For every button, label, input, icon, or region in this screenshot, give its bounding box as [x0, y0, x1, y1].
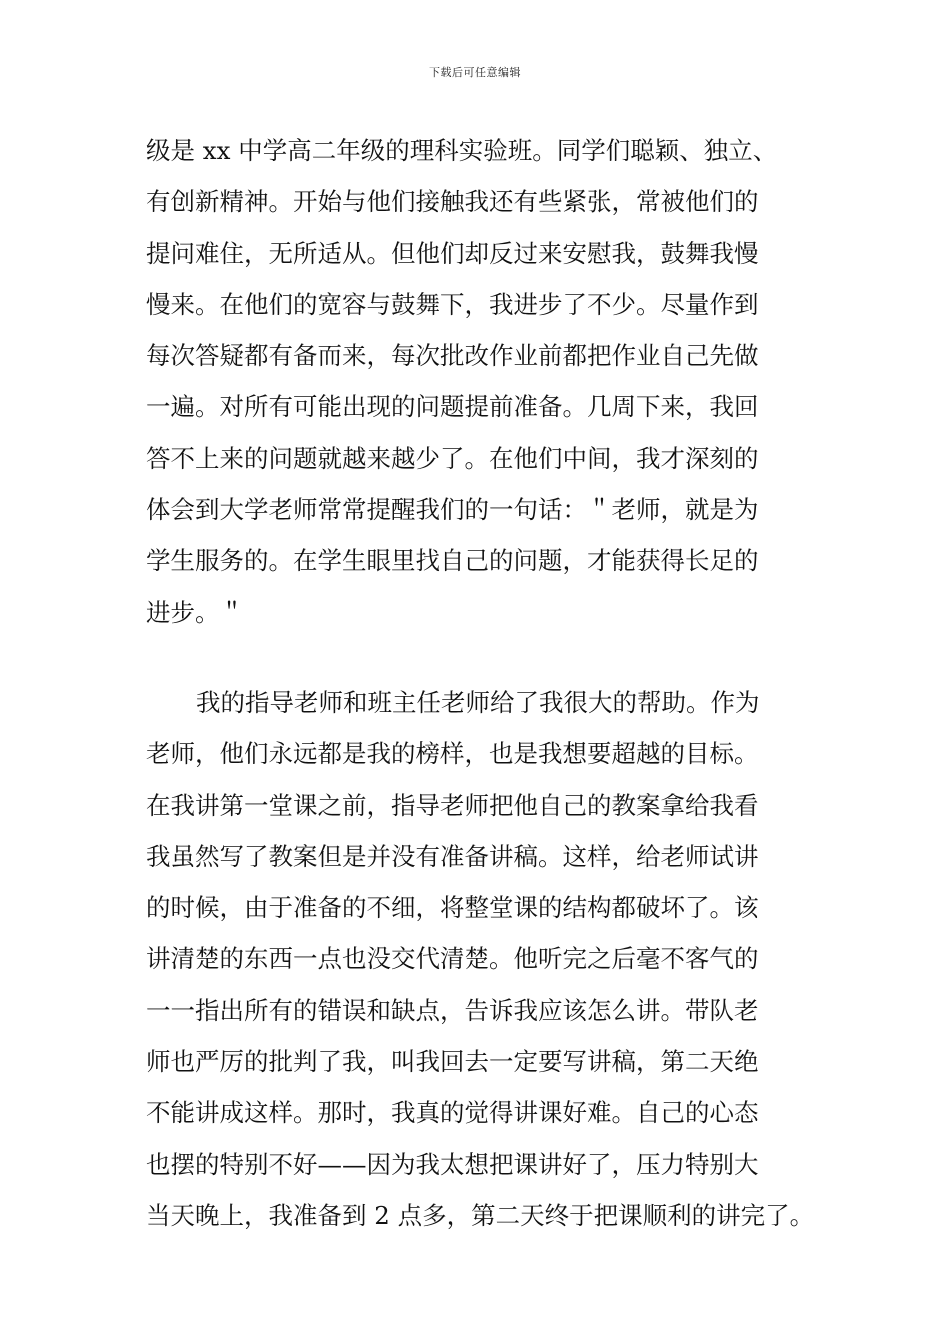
- text-line: 老师，他们永远都是我的榜样，也是我想要超越的目标。: [146, 739, 759, 769]
- text-line: 有创新精神。开始与他们接触我还有些紧张，常被他们的: [146, 187, 759, 217]
- text-line: 进步。＂: [146, 597, 244, 627]
- text-line: 我虽然写了教案但是并没有准备讲稿。这样，给老师试讲: [146, 841, 759, 871]
- text-line: 也摆的特别不好——因为我太想把课讲好了，压力特别大: [146, 1149, 759, 1179]
- text-line: 的时候，由于准备的不细，将整堂课的结构都破坏了。该: [146, 893, 759, 923]
- text-line: 答不上来的问题就越来越少了。在他们中间，我才深刻的: [146, 443, 759, 473]
- text-line: 不能讲成这样。那时，我真的觉得讲课好难。自己的心态: [146, 1098, 759, 1128]
- text-line: 级是 xx 中学高二年级的理科实验班。同学们聪颖、独立、: [146, 136, 778, 165]
- text-line: 慢来。在他们的宽容与鼓舞下，我进步了不少。尽量作到: [146, 289, 759, 319]
- paragraph-1: [146, 125, 826, 638]
- text-line: 一遍。对所有可能出现的问题提前准备。几周下来，我回: [146, 392, 759, 422]
- text-line: 一一指出所有的错误和缺点，告诉我应该怎么讲。带队老: [146, 995, 759, 1025]
- text-line: 学生服务的。在学生眼里找自己的问题，才能获得长足的: [146, 546, 759, 576]
- text-line-indented: 我的指导老师和班主任老师给了我很大的帮助。作为: [196, 688, 760, 717]
- text-line: 讲清楚的东西一点也没交代清楚。他听完之后毫不客气的: [146, 944, 759, 974]
- text-line: 在我讲第一堂课之前，指导老师把他自己的教案拿给我看: [146, 790, 759, 820]
- page-header: 下载后可任意编辑: [429, 66, 521, 79]
- text-line: 每次答疑都有备而来，每次批改作业前都把作业自己先做: [146, 341, 759, 371]
- paragraph-2: [146, 677, 826, 1241]
- text-line: 提问难住，无所适从。但他们却反过来安慰我，鼓舞我慢: [146, 238, 759, 268]
- text-line: 师也严厉的批判了我，叫我回去一定要写讲稿，第二天绝: [146, 1047, 759, 1077]
- text-line: 当天晚上，我准备到 2 点多，第二天终于把课顺利的讲完了。: [146, 1200, 815, 1230]
- text-line: 体会到大学老师常常提醒我们的一句话：＂老师，就是为: [146, 495, 759, 525]
